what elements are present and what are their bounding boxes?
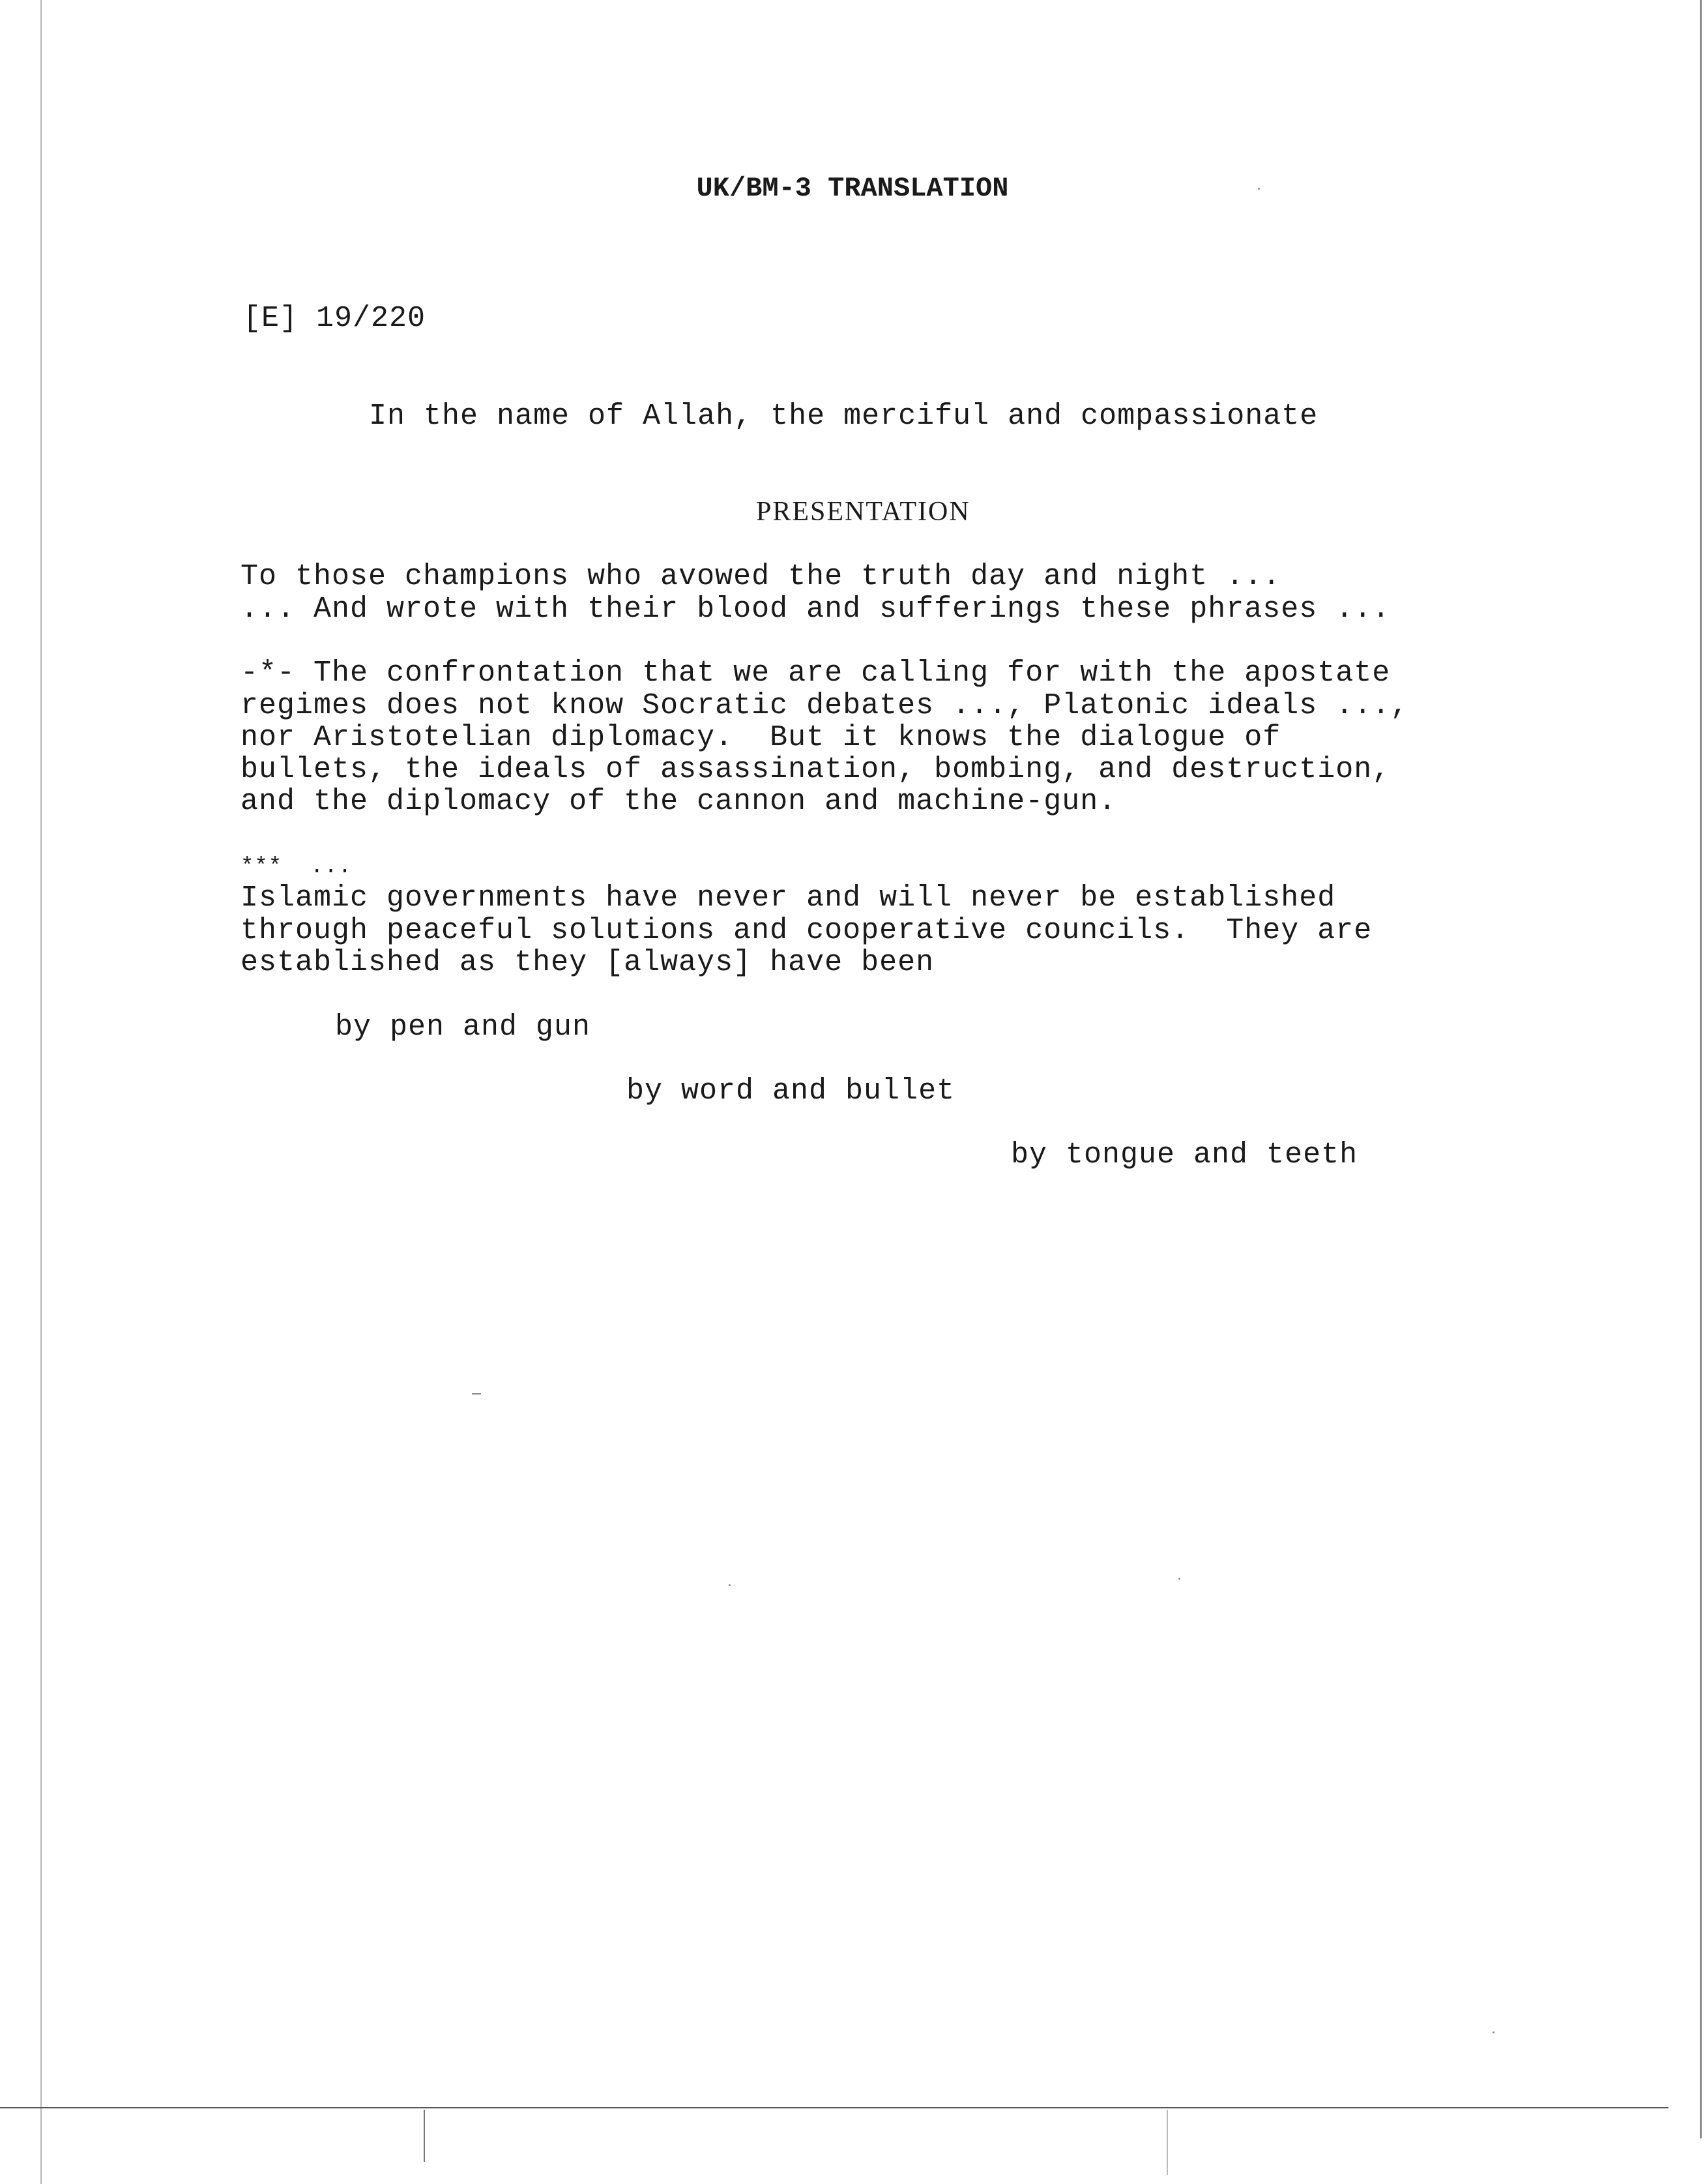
- paragraph-line: -*- The confrontation that we are calling for with the apostate: [240, 657, 1391, 690]
- paragraph-line: Islamic governments have never and will never be established: [240, 881, 1336, 915]
- paragraph-line: and the diplomacy of the cannon and machine-gun.: [240, 785, 1117, 818]
- paragraph-line: nor Aristotelian diplomacy. But it knows the dialogue of: [240, 721, 1281, 754]
- section-heading: PRESENTATION: [756, 497, 970, 527]
- scan-speck: [729, 1584, 731, 1586]
- bottom-right-tick: [1167, 2110, 1168, 2175]
- paragraph-line: established as they [always] have been: [240, 946, 935, 979]
- invocation-line: In the name of Allah, the merciful and compassionate: [369, 400, 1319, 433]
- dedication-line: To those champions who avowed the truth day and night ...: [240, 560, 1281, 593]
- paragraph-line: bullets, the ideals of assassination, bombing, and destruction,: [240, 753, 1391, 786]
- bottom-left-tick: [424, 2110, 425, 2162]
- cascade-line: by word and bullet: [626, 1074, 955, 1108]
- scan-speck: [472, 1393, 481, 1395]
- scan-speck: [1178, 1578, 1180, 1580]
- cascade-line: by pen and gun: [335, 1011, 591, 1044]
- paragraph-line: regimes does not know Socratic debates ..., Platonic ideals ...,: [240, 689, 1409, 722]
- cascade-line: by tongue and teeth: [1011, 1138, 1358, 1172]
- left-scan-edge: [40, 0, 42, 2184]
- right-scan-edge: [1700, 0, 1702, 2138]
- section-separator: *** ...: [240, 855, 353, 879]
- dedication-line: ... And wrote with their blood and sufferings these phrases ...: [240, 593, 1391, 626]
- bottom-scan-edge: [0, 2107, 1669, 2108]
- scan-speck: [1493, 2031, 1494, 2033]
- document-title: UK/BM-3 TRANSLATION: [696, 173, 1009, 204]
- document-reference: [E] 19/220: [243, 302, 426, 335]
- paragraph-line: through peaceful solutions and cooperative councils. They are: [240, 914, 1373, 947]
